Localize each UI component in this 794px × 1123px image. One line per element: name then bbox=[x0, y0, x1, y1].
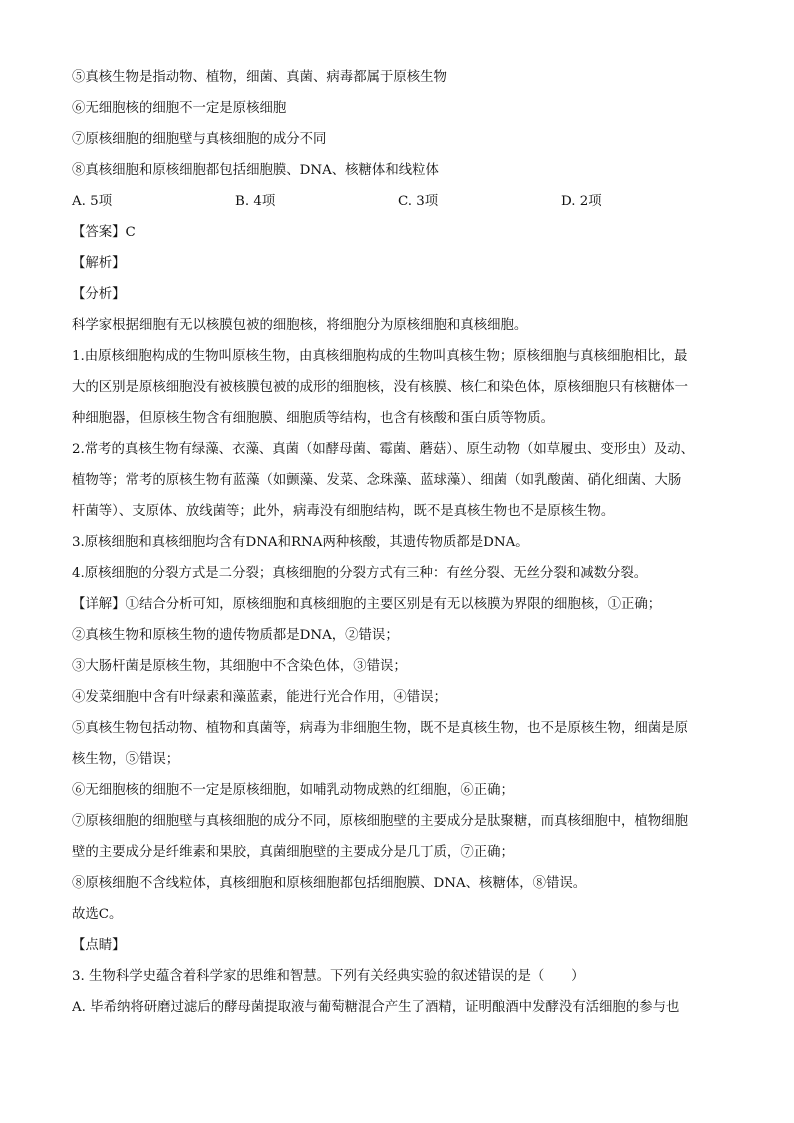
dianjing-heading: 【点睛】 bbox=[72, 938, 126, 953]
body-line: ⑧原核细胞不含线粒体，真核细胞和原核细胞都包括细胞膜、DNA、核糖体，⑧错误。 bbox=[72, 876, 587, 891]
document-page bbox=[72, 62, 732, 1023]
body-line: ④发菜细胞中含有叶绿素和藻蓝素，能进行光合作用，④错误； bbox=[72, 690, 447, 705]
body-line: 杆菌等）、支原体、放线菌等；此外，病毒没有细胞结构，既不是真核生物也不是原核生物。 bbox=[72, 504, 615, 519]
body-line: 植物等；常考的原核生物有蓝藻（如颤藻、发菜、念珠藻、蓝球藻）、细菌（如乳酸菌、硝化细菌、大肠 bbox=[72, 473, 682, 488]
option-b: B. 4项 bbox=[235, 194, 276, 209]
body-line: 种细胞器，但原核生物含有细胞膜、细胞质等结构，也含有核酸和蛋白质等物质。 bbox=[72, 411, 555, 426]
text-line: ⑦原核细胞的细胞壁与真核细胞的成分不同 bbox=[72, 132, 327, 147]
text-line: ⑤真核生物是指动物、植物，细菌、真菌、病毒都属于原核生物 bbox=[72, 70, 447, 85]
body-line: 故选C。 bbox=[72, 907, 123, 922]
body-line: 1.由原核细胞构成的生物叫原核生物，由真核细胞构成的生物叫真核生物；原核细胞与真核细胞相比，最 bbox=[72, 349, 688, 364]
answer-options bbox=[72, 186, 732, 217]
body-line: ③大肠杆菌是原核生物，其细胞中不含染色体，③错误； bbox=[72, 659, 407, 674]
body-line: 3.原核细胞和真核细胞均含有DNA和RNA两种核酸，其遗传物质都是DNA。 bbox=[72, 535, 529, 550]
body-line: 核生物，⑤错误； bbox=[72, 752, 180, 767]
body-line: ⑥无细胞核的细胞不一定是原核细胞，如哺乳动物成熟的红细胞，⑥正确； bbox=[72, 783, 514, 798]
body-line: 2.常考的真核生物有绿藻、衣藻、真菌（如酵母菌、霉菌、蘑菇）、原生动物（如草履虫、变形虫）及动、 bbox=[72, 442, 695, 457]
option-c: C. 3项 bbox=[398, 194, 439, 209]
body-line: ②真核生物和原核生物的遗传物质都是DNA，②错误； bbox=[72, 628, 399, 643]
body-line: 科学家根据细胞有无以核膜包被的细胞核，将细胞分为原核细胞和真核细胞。 bbox=[72, 318, 528, 333]
body-line: 大的区别是原核细胞没有被核膜包被的成形的细胞核，没有核膜、核仁和染色体，原核细胞只有核糖体一 bbox=[72, 380, 688, 395]
question-3: 3. 生物科学史蕴含着科学家的思维和智慧。下列有关经典实验的叙述错误的是（ ） bbox=[72, 969, 585, 984]
fenxi-heading: 【分析】 bbox=[72, 287, 126, 302]
body-line: 4.原核细胞的分裂方式是二分裂；真核细胞的分裂方式有三种：有丝分裂、无丝分裂和减数分裂。 bbox=[72, 566, 648, 581]
body-line: 壁的主要成分是纤维素和果胶，真菌细胞壁的主要成分是几丁质，⑦正确； bbox=[72, 845, 514, 860]
body-line: ⑤真核生物包括动物、植物和真菌等，病毒为非细胞生物，既不是真核生物，也不是原核生物，细菌是原 bbox=[72, 721, 688, 736]
option-d: D. 2项 bbox=[561, 194, 602, 209]
analysis-heading: 【解析】 bbox=[72, 256, 126, 271]
text-line: ⑧真核细胞和原核细胞都包括细胞膜、DNA、核糖体和线粒体 bbox=[72, 163, 439, 178]
question-3-option-a: A. 毕希纳将研磨过滤后的酵母菌提取液与葡萄糖混合产生了酒精，证明酿酒中发酵没有活细胞的参与也 bbox=[72, 1000, 680, 1015]
text-line: ⑥无细胞核的细胞不一定是原核细胞 bbox=[72, 101, 287, 116]
body-line: 【详解】①结合分析可知，原核细胞和真核细胞的主要区别是有无以核膜为界限的细胞核，①正确； bbox=[72, 597, 662, 612]
option-a: A. 5项 bbox=[72, 194, 113, 209]
answer-line: 【答案】C bbox=[72, 225, 136, 240]
body-line: ⑦原核细胞的细胞壁与真核细胞的成分不同，原核细胞壁的主要成分是肽聚糖，而真核细胞中，植物细胞 bbox=[72, 814, 688, 829]
